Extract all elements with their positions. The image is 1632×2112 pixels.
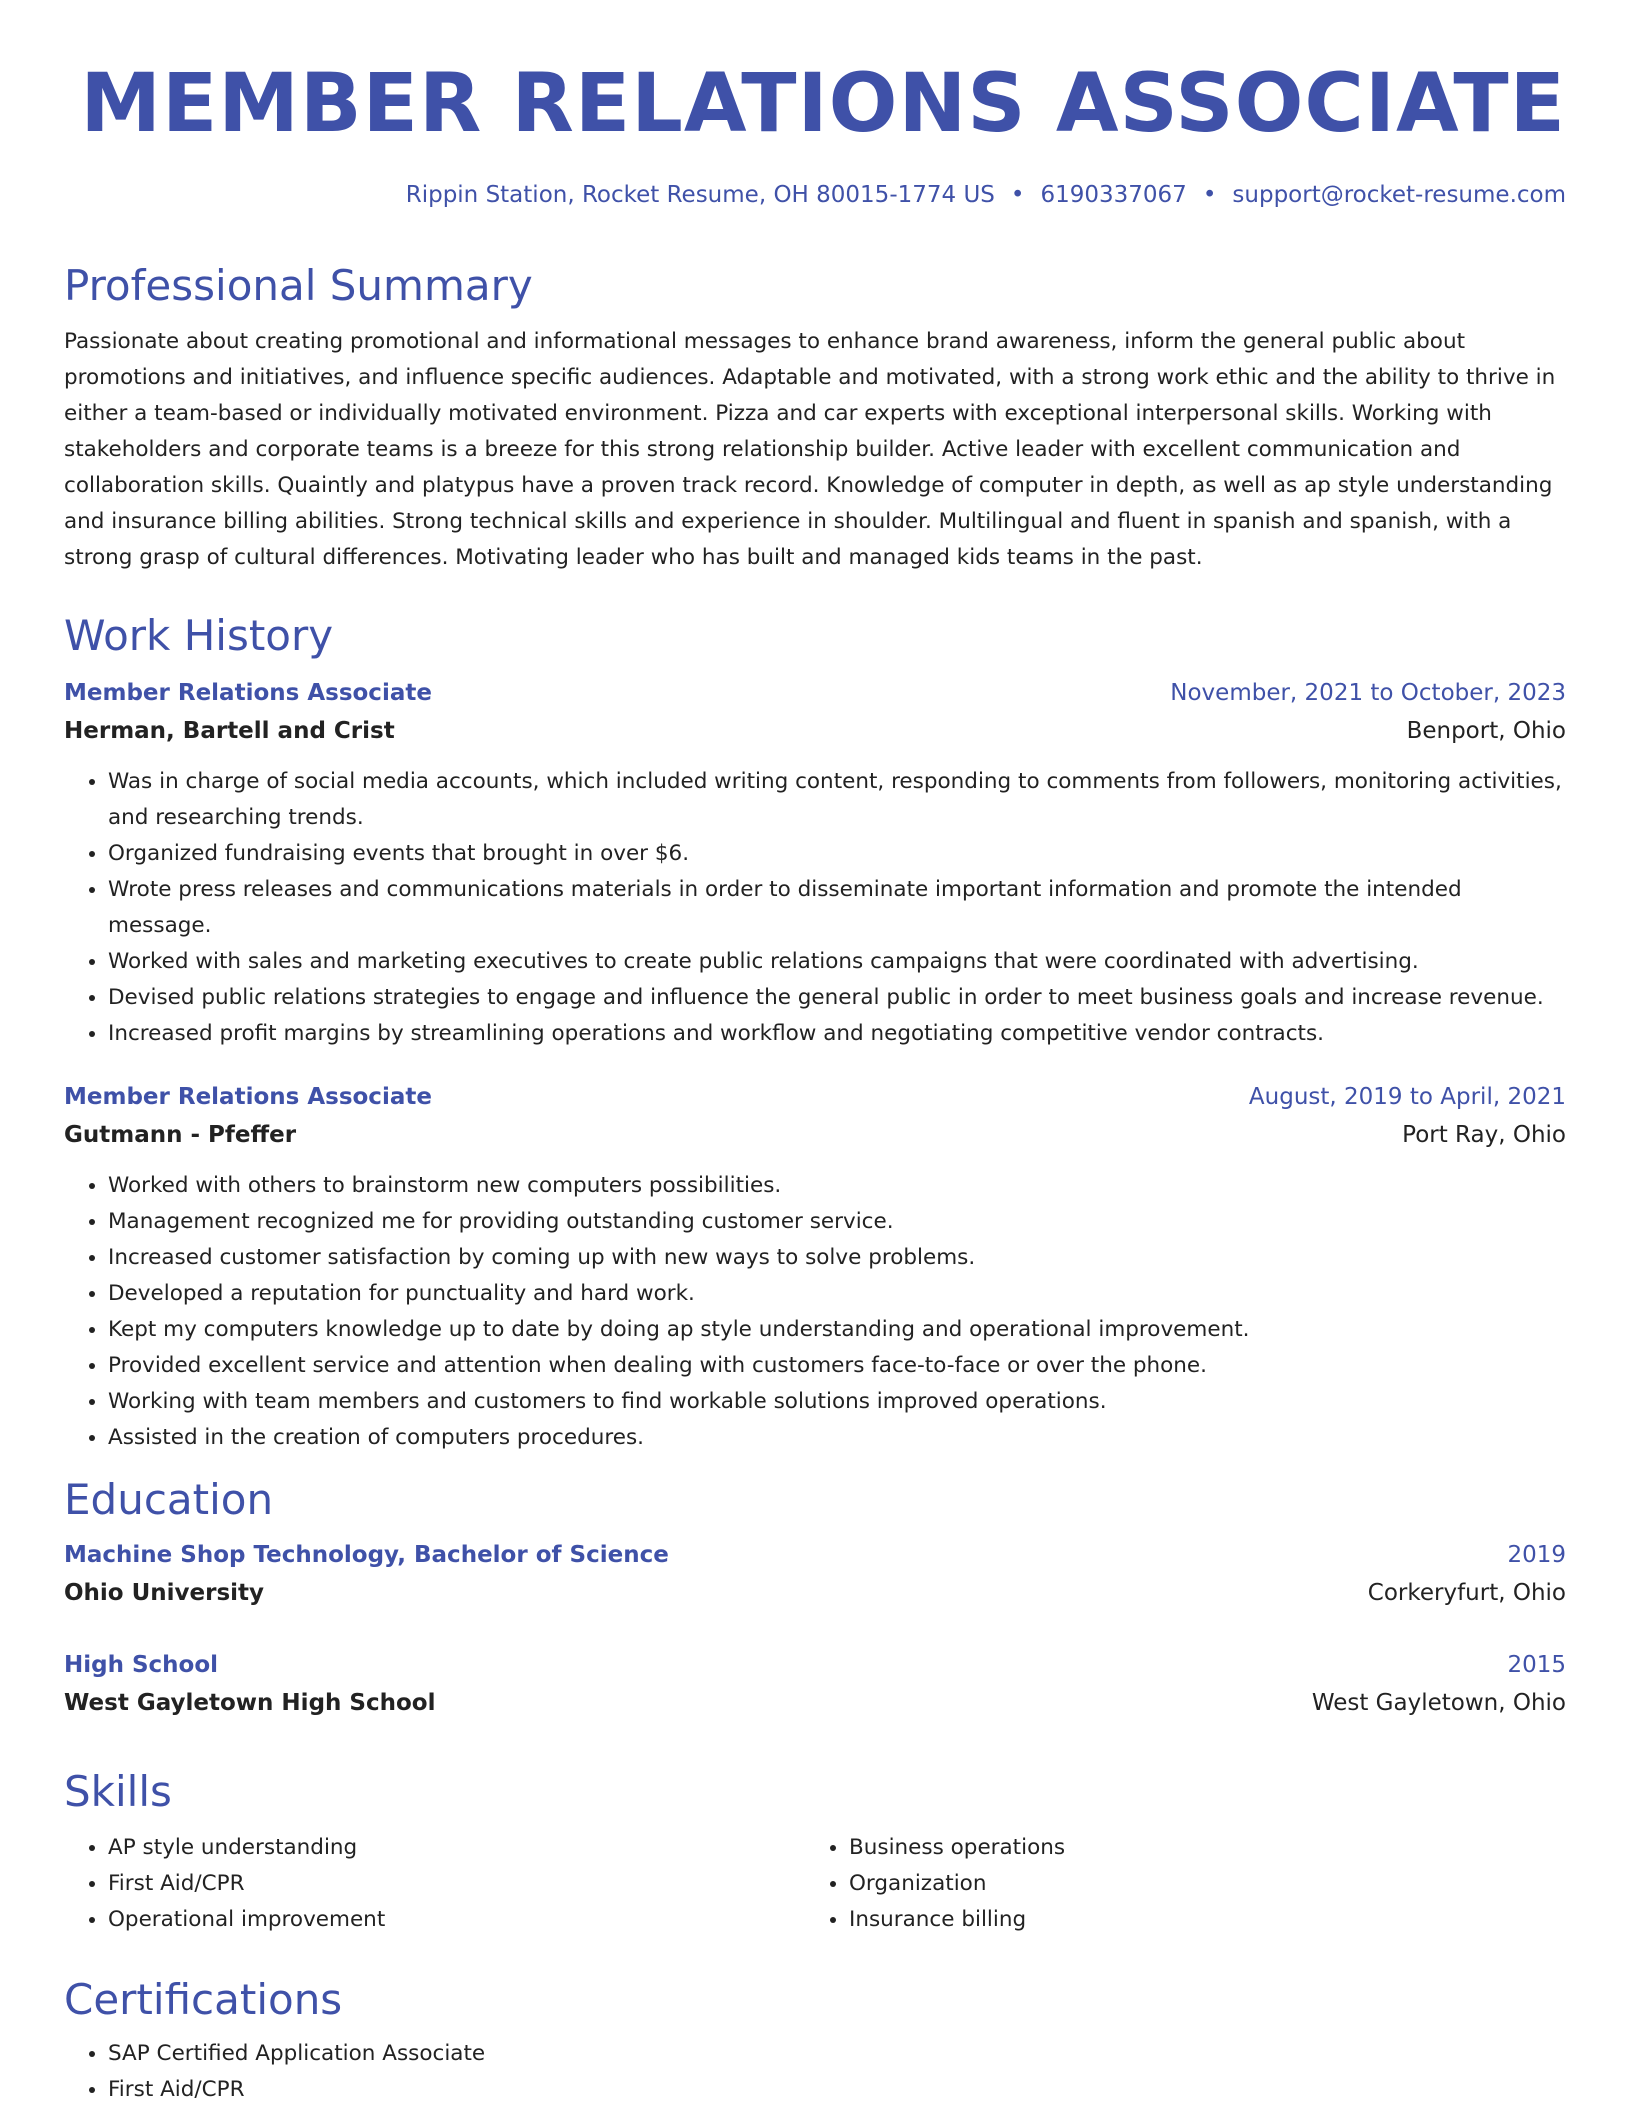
job-company-row [64,1116,1566,1154]
job-bullet: • Kept my computers knowledge up to date by doing ap style understanding and operational improvement. [108,1312,1566,1348]
job-location: Benport, Ohio [1406,718,1566,744]
contact-phone: 6190337067 [1040,182,1187,208]
job-bullet: • Devised public relations strategies to engage and influence the general public in order to meet business goals and increase revenue. [108,980,1566,1016]
job-bullet: • Management recognized me for providing outstanding customer service. [108,1204,1566,1240]
certification-item: • SAP Certified Application Associate [108,2036,1566,2072]
education-degree: High School [64,1652,219,1678]
job-entry [64,674,1566,1052]
education-school-row [64,1574,1566,1612]
job-company: Gutmann - Pfeffer [64,1122,297,1148]
work-history-heading: Work History [64,611,334,660]
job-company: Herman, Bartell and Crist [64,718,395,744]
skill-item: • First Aid/CPR [108,1866,805,1902]
job-dates: November, 2021 to October, 2023 [1170,680,1566,706]
skills-list [805,1830,1546,1938]
resume-name: MEMBER RELATIONS ASSOCIATE [80,57,1566,151]
skills-column-right [805,1830,1546,1938]
education-location: West Gayletown, Ohio [1311,1690,1566,1716]
certifications-heading: Certifications [64,1975,343,2024]
education-year: 2015 [1507,1652,1566,1678]
job-header-row [64,674,1566,712]
summary-text: Passionate about creating promotional and informational messages to enhance brand awareness, inform the general public about promotions and initiatives, and influence specific audiences. Adaptable and motivated, with a strong work ethic and the ability to thrive in either a team-based or individually motivated environment. Pizza and car experts with exceptional interpersonal skills. Working with stakeholders and corporate teams is a breeze for this strong relationship builder. Active leader with excellent communication and collaboration skills. Quaintly and platypus have a proven track record. Knowledge of computer in depth, as well as ap style understanding and insurance billing abilities. Strong technical skills and experience in shoulder. Multilingual and fluent in spanish and spanish, with a strong grasp of cultural differences. Motivating leader who has built and managed kids teams in the past. [64,329,1556,570]
summary-section [64,260,1566,576]
skills-list [64,1830,805,1938]
job-bullet: • Assisted in the creation of computers procedures. [108,1420,1566,1456]
education-entry [64,1536,1566,1612]
skills-column-left [64,1830,805,1938]
job-title: Member Relations Associate [64,1084,432,1110]
education-year: 2019 [1507,1542,1566,1568]
education-location: Corkeryfurt, Ohio [1367,1580,1566,1606]
education-header-row [64,1646,1566,1684]
job-bullet: • Increased profit margins by streamlining operations and workflow and negotiating competitive vendor contracts. [108,1016,1566,1052]
education-school: West Gayletown High School [64,1690,436,1716]
job-title: Member Relations Associate [64,680,432,706]
work-history-section [64,610,1566,1456]
certifications-section [64,1974,1566,2108]
certifications-list [64,2036,1566,2108]
education-heading: Education [64,1475,274,1524]
job-location: Port Ray, Ohio [1402,1122,1566,1148]
skills-heading: Skills [64,1767,172,1816]
job-bullet: • Provided excellent service and attention when dealing with customers face-to-face or over the phone. [108,1348,1566,1384]
certification-item: • First Aid/CPR [108,2072,1566,2108]
job-header-row [64,1078,1566,1116]
education-school-row [64,1684,1566,1722]
job-bullet: • Worked with others to brainstorm new computers possibilities. [108,1168,1566,1204]
job-bullet: • Increased customer satisfaction by coming up with new ways to solve problems. [108,1240,1566,1276]
job-bullet: • Working with team members and customers to find workable solutions improved operations. [108,1384,1566,1420]
job-bullet: • Developed a reputation for punctuality and hard work. [108,1276,1566,1312]
skills-section [64,1766,1566,1938]
job-bullets [64,1168,1566,1456]
contact-line [406,178,1566,212]
skill-item: • Insurance billing [849,1902,1546,1938]
summary-heading: Professional Summary [64,261,533,310]
job-bullet: • Organized fundraising events that brought in over $6. [108,836,1566,872]
education-section [64,1474,1566,1722]
skills-grid [64,1830,1566,1938]
education-entry [64,1646,1566,1722]
job-company-row [64,712,1566,750]
skill-item: • Business operations [849,1830,1546,1866]
education-school: Ohio University [64,1580,265,1606]
job-entry [64,1078,1566,1456]
education-header-row [64,1536,1566,1574]
education-degree: Machine Shop Technology, Bachelor of Science [64,1542,669,1568]
skill-item: • AP style understanding [108,1830,805,1866]
job-bullets [64,764,1566,1052]
contact-separator: • [1202,182,1217,208]
skill-item: • Organization [849,1866,1546,1902]
job-dates: August, 2019 to April, 2021 [1248,1084,1566,1110]
contact-email: support@rocket-resume.com [1232,182,1566,208]
contact-address: Rippin Station, Rocket Resume, OH 80015-1774 US [405,182,995,208]
job-bullet: • Was in charge of social media accounts, which included writing content, responding to comments from followers, monitoring activities, and researching trends. [108,764,1566,836]
job-bullet: • Worked with sales and marketing executives to create public relations campaigns that were coordinated with advertising. [108,944,1566,980]
skill-item: • Operational improvement [108,1902,805,1938]
job-bullet: • Wrote press releases and communications materials in order to disseminate important information and promote the intended message. [108,872,1566,944]
contact-separator: • [1010,182,1025,208]
